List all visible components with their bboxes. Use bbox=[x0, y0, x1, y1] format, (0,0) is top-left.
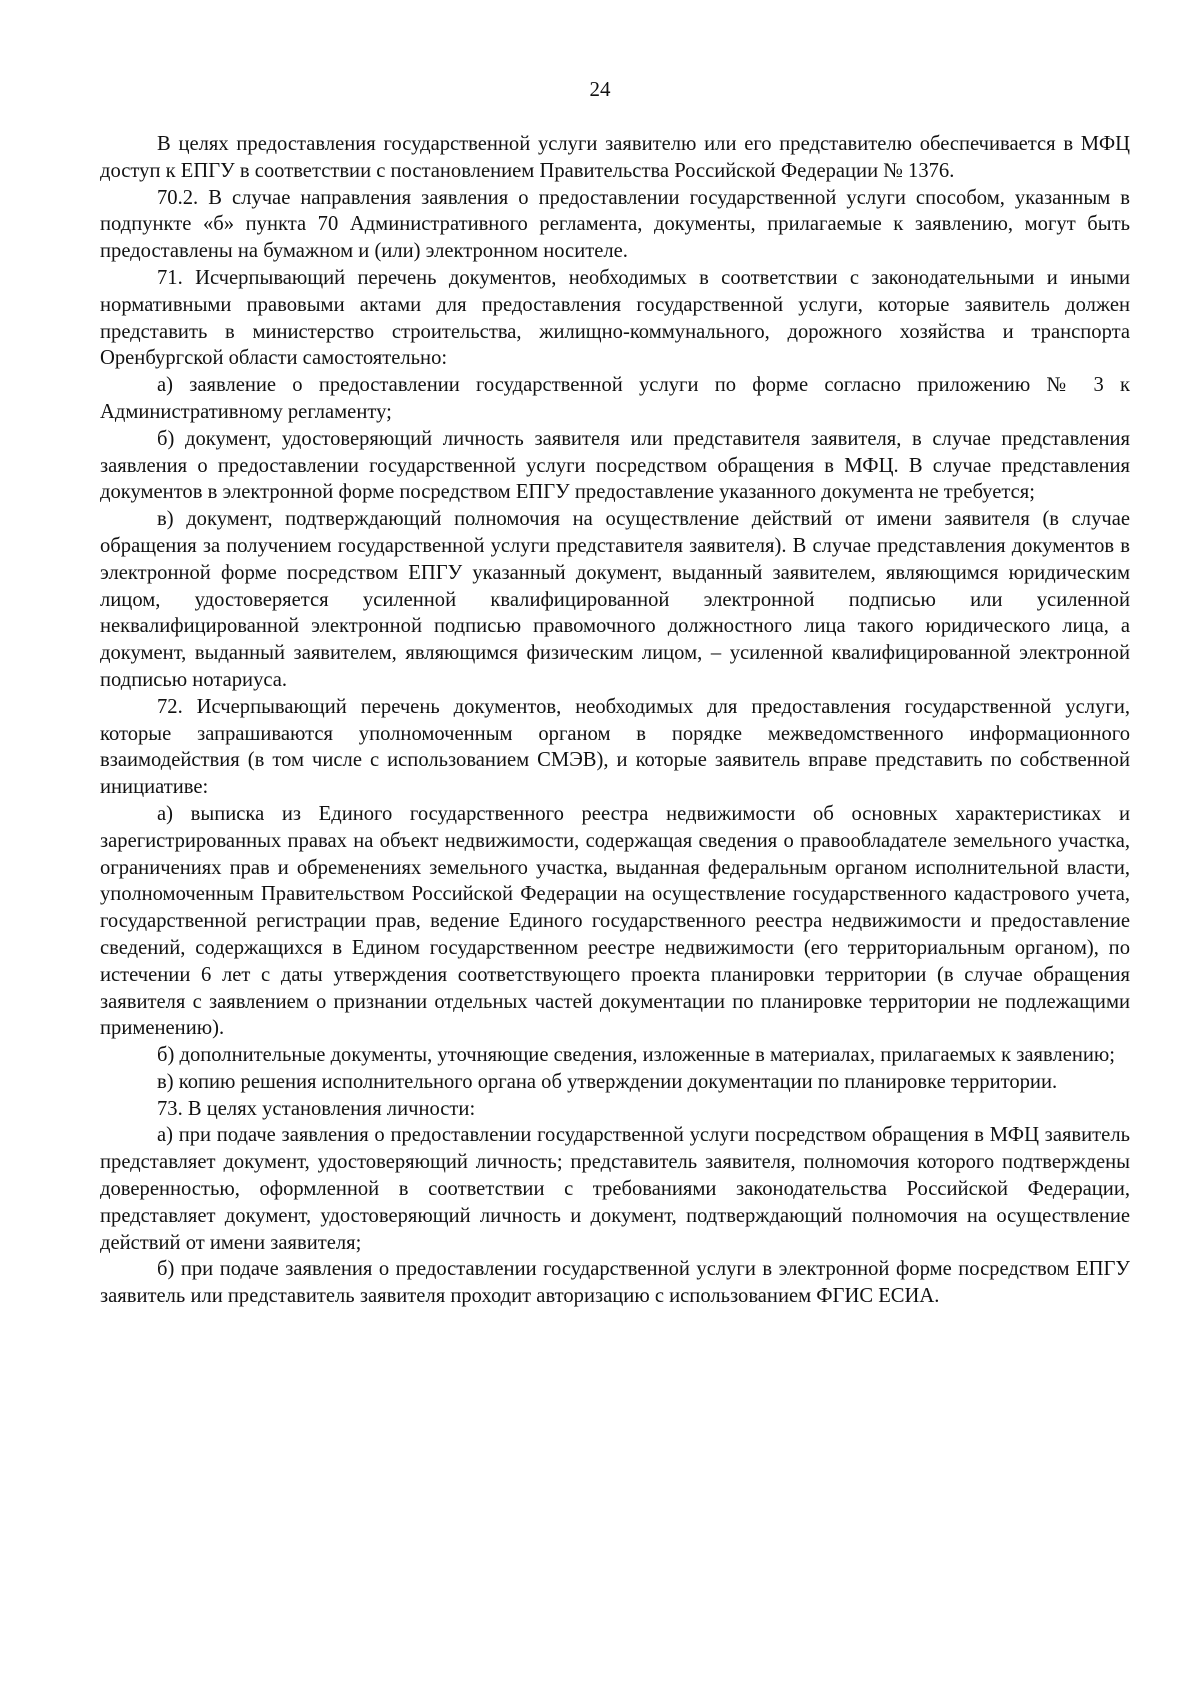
paragraph-73: 73. В целях установления личности: bbox=[157, 1097, 476, 1120]
page-number: 24 bbox=[589, 77, 611, 101]
document-body bbox=[100, 131, 1130, 1310]
paragraph-72-b: б) дополнительные документы, уточняющие сведения, изложенные в материалах, прилагаемых к заявлению; bbox=[157, 1044, 1116, 1067]
paragraph-72-a: а) выписка из Единого государственного реестра недвижимости об основных характеристиках и зарегистрированных правах на объект недвижимости, содержащая сведения о правообладателе земельного участка, ограничениях прав и обременениях земельного участка, выданная федеральным органом исполнительной власти, уполномоченным Правительством Российской Федерации на осуществление государственного кадастрового учета, государственной регистрации прав, ведение Единого государственного реестра недвижимости и предоставление сведений, содержащихся в Едином государственном реестре недвижимости (его территориальным органом), по истечении 6 лет с даты утверждения соответствующего проекта планировки территории (в случае обращения заявителя с заявлением о признании отдельных частей документации по планировке территории не подлежащими применению). bbox=[100, 802, 1130, 1040]
paragraph-72-v: в) копию решения исполнительного органа об утверждении документации по планировке территории. bbox=[157, 1070, 1058, 1093]
paragraph-73-a: а) при подаче заявления о предоставлении государственной услуги посредством обращения в МФЦ заявитель представляет документ, удостоверяющий личность; представитель заявителя, полномочия которого подтверждены доверенностью, оформленной в соответствии с требованиями законодательства Российской Федерации, представляет документ, удостоверяющий личность и документ, подтверждающий полномочия на осуществление действий от имени заявителя; bbox=[100, 1124, 1130, 1254]
paragraph-72: 72. Исчерпывающий перечень документов, необходимых для предоставления государственной услуги, которые запрашиваются уполномоченным органом в порядке межведомственного информационного взаимодействия (в том числе с использованием СМЭВ), и которые заявитель вправе представить по собственной инициативе: bbox=[100, 695, 1130, 799]
paragraph-71-v: в) документ, подтверждающий полномочия на осуществление действий от имени заявителя (в случае обращения за получением государственной услуги представителя заявителя). В случае представления документов в электронной форме посредством ЕПГУ указанный документ, выданный заявителем, являющимся юридическим лицом, удостоверяется усиленной квалифицированной электронной подписью или усиленной неквалифицированной электронной подписью правомочного должностного лица такого юридического лица, а документ, выданный заявителем, являющимся физическим лицом, – усиленной квалифицированной электронной подписью нотариуса. bbox=[100, 508, 1130, 691]
paragraph-71-b: б) документ, удостоверяющий личность заявителя или представителя заявителя, в случае представления заявления о предоставлении государственной услуги посредством обращения в МФЦ. В случае представления документов в электронной форме посредством ЕПГУ предоставление указанного документа не требуется; bbox=[100, 427, 1130, 504]
paragraph-71: 71. Исчерпывающий перечень документов, необходимых в соответствии с законодательными и иными нормативными правовыми актами для предоставления государственной услуги, которые заявитель должен представить в министерство строительства, жилищно-коммунального, дорожного хозяйства и транспорта Оренбургской области самостоятельно: bbox=[100, 266, 1130, 370]
paragraph-mfc-epgu-access: В целях предоставления государственной услуги заявителю или его представителю обеспечивается в МФЦ доступ к ЕПГУ в соответствии с постановлением Правительства Российской Федерации № 1376. bbox=[100, 133, 1130, 182]
paragraph-73-b: б) при подаче заявления о предоставлении государственной услуги в электронной форме посредством ЕПГУ заявитель или представитель заявителя проходит авторизацию с использованием ФГИС ЕСИА. bbox=[100, 1258, 1130, 1308]
paragraph-71-a: а) заявление о предоставлении государственной услуги по форме согласно приложению № 3 к Административному регламенту; bbox=[100, 374, 1130, 423]
paragraph-70-2: 70.2. В случае направления заявления о предоставлении государственной услуги способом, указанным в подпункте «б» пункта 70 Административного регламента, документы, прилагаемые к заявлению, могут быть предоставлены на бумажном и (или) электронном носителе. bbox=[100, 186, 1130, 263]
